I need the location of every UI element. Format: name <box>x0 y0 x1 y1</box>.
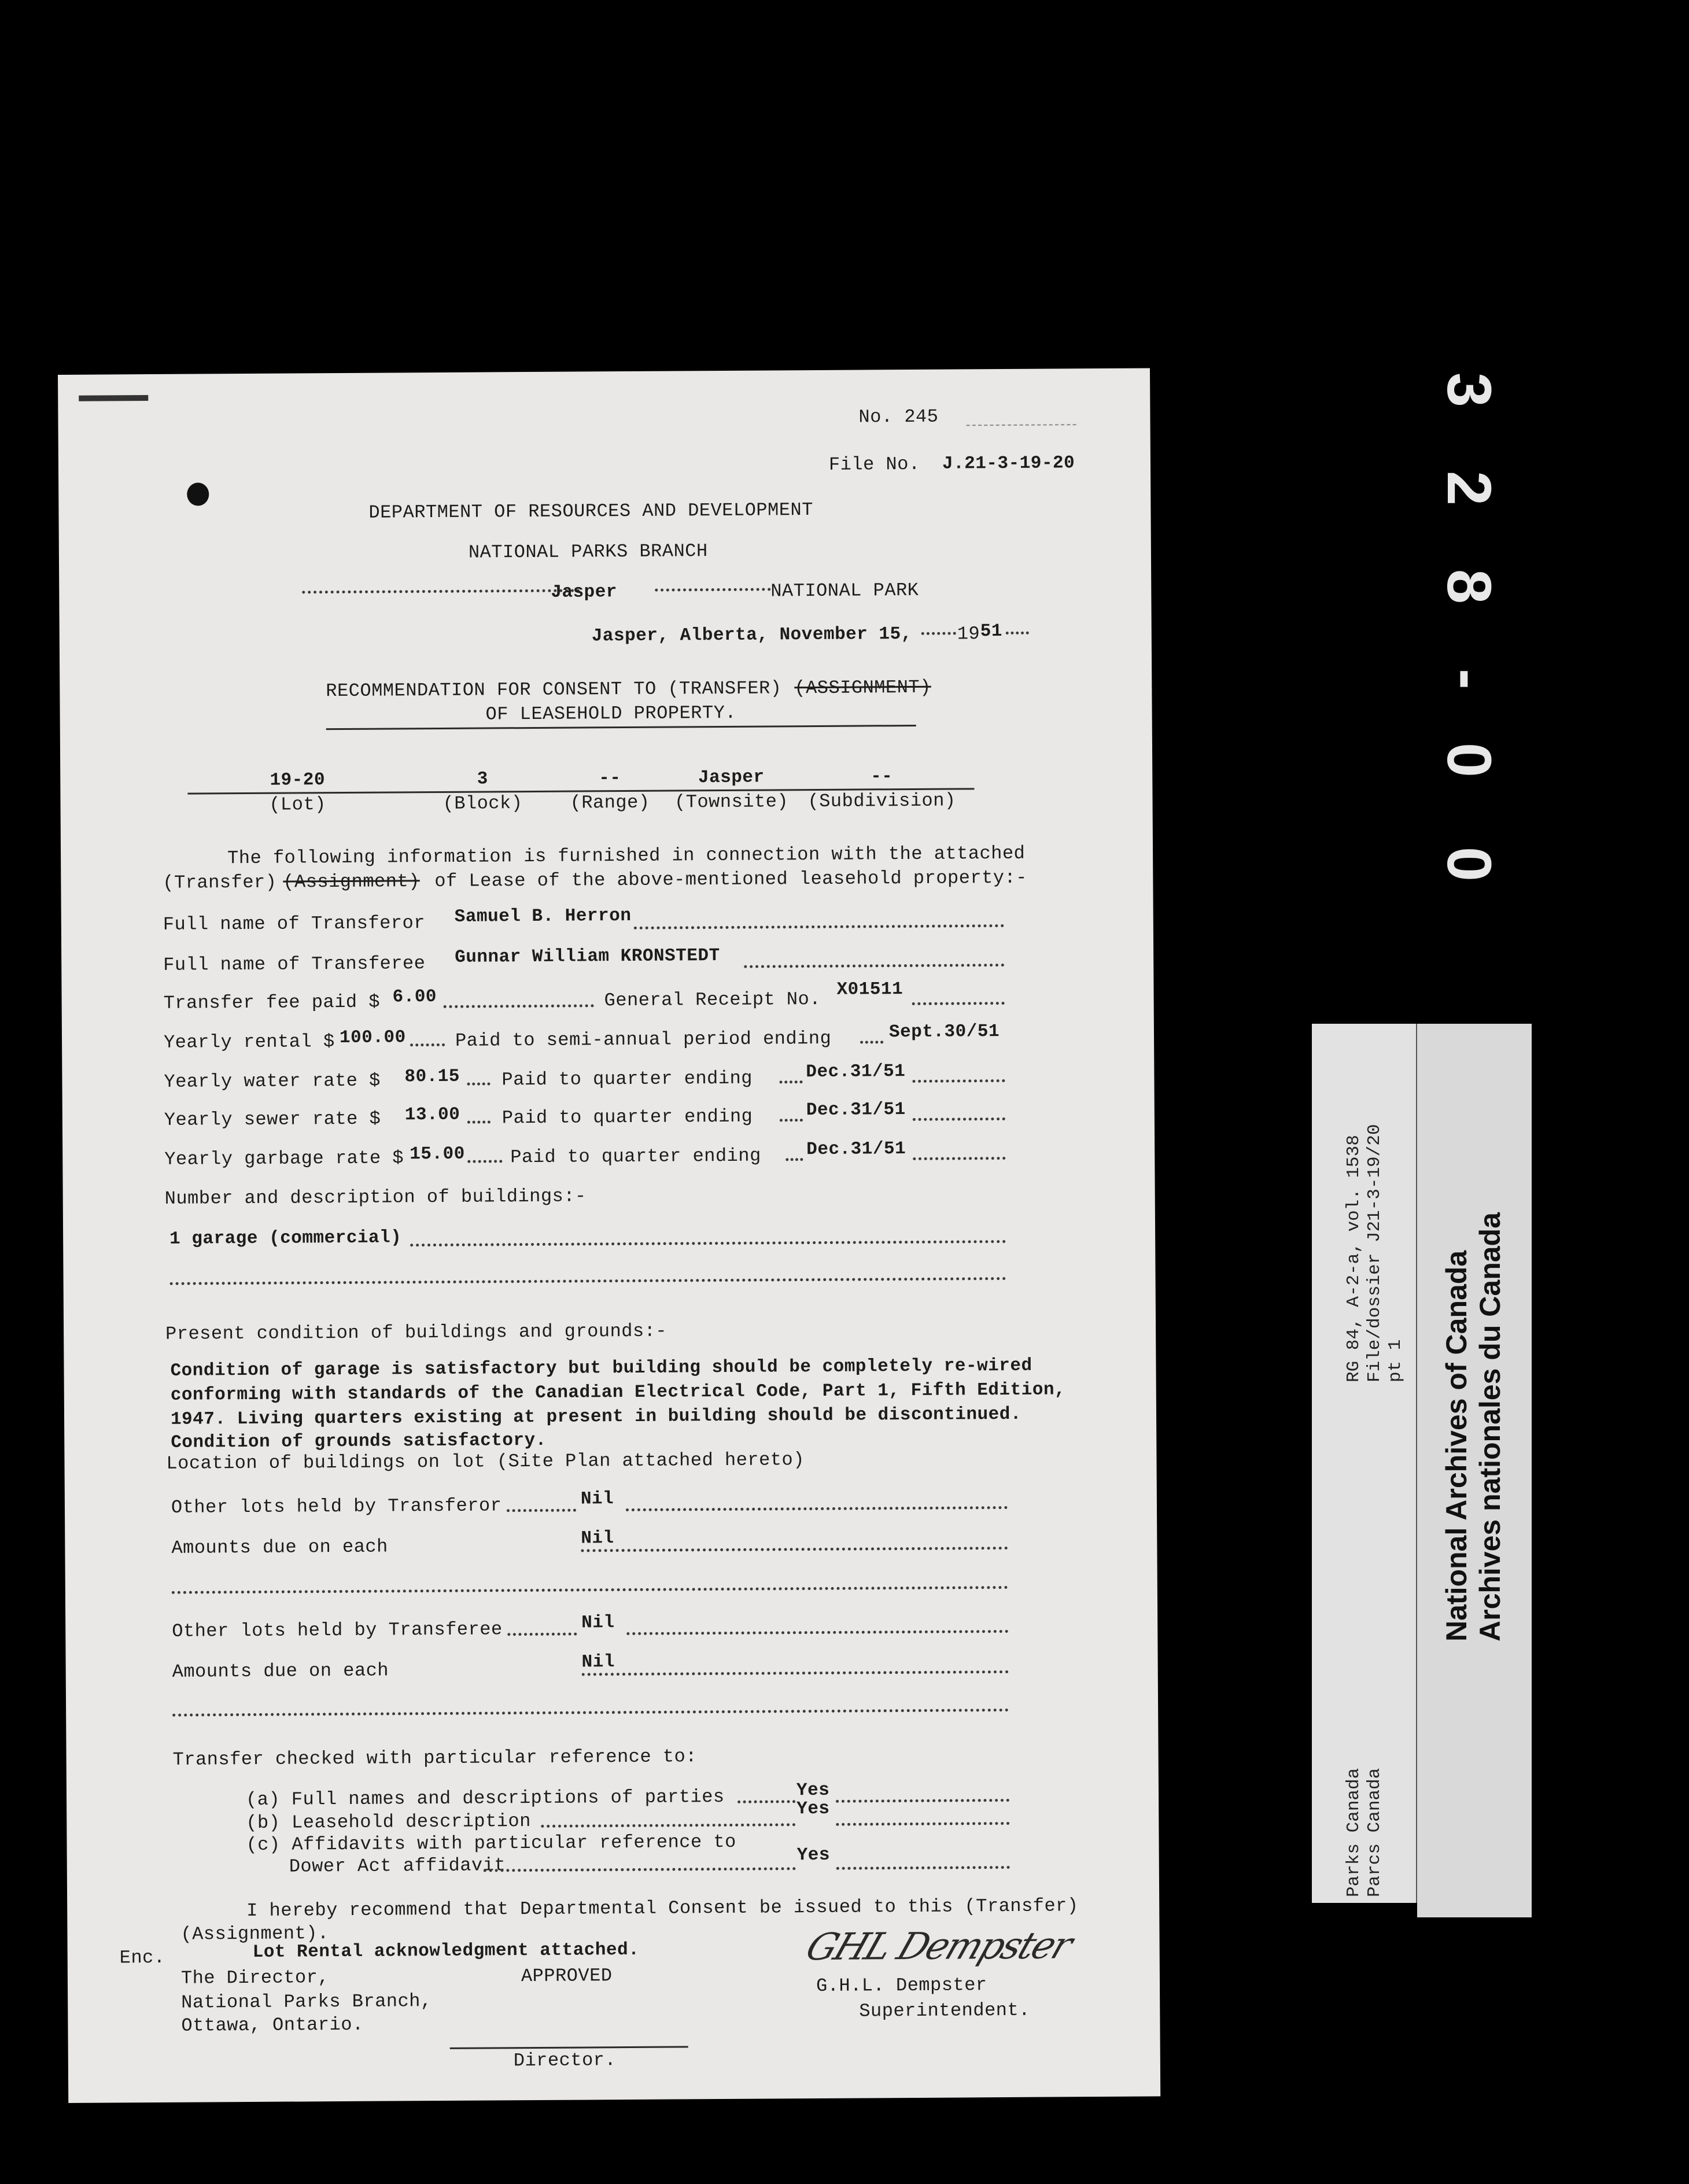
address-line-3: Ottawa, Ontario. <box>181 2013 364 2037</box>
document-number: No. 245 <box>858 405 939 428</box>
intro-line-1: The following information is furnished in connection with the attached <box>227 842 1026 869</box>
film-frame-number: 3 2 8 - 0 0 <box>1434 372 1504 882</box>
transferee-label: Full name of Transferee <box>163 953 426 976</box>
lot-label: (Lot) <box>269 794 326 816</box>
rental-period-value: Sept.30/51 <box>888 1021 1000 1043</box>
garbage-quarter-value: Dec.31/51 <box>806 1139 906 1160</box>
yearly-rental-value: 100.00 <box>339 1027 406 1049</box>
range-value: -- <box>599 768 621 789</box>
transfer-fee-value: 6.00 <box>392 987 437 1008</box>
subdivision-value: -- <box>871 766 893 787</box>
archive-reference-strip <box>1312 1024 1417 1903</box>
enclosure-label: Enc. <box>119 1946 165 1969</box>
transferee-name: Gunnar William KRONSTEDT <box>455 946 720 968</box>
national-archives-strip <box>1417 1024 1532 1917</box>
file-number-value: J.21-3-19-20 <box>942 453 1075 474</box>
townsite-value: Jasper <box>698 767 765 788</box>
handwritten-note <box>966 401 1076 426</box>
garbage-quarter-label: Paid to quarter ending <box>510 1145 761 1168</box>
check-a-label: (a) Full names and descriptions of parties <box>245 1786 725 1811</box>
receipt-label: General Receipt No. <box>604 988 821 1012</box>
signer-title: Superintendent. <box>859 1999 1030 2022</box>
archive-org-en: Parks Canada <box>1344 1768 1364 1897</box>
other-lots-transferor-label: Other lots held by Transferor <box>171 1495 502 1518</box>
check-b-value: Yes <box>796 1798 830 1820</box>
buildings-value: 1 garage (commercial) <box>169 1227 402 1249</box>
sewer-quarter-label: Paid to quarter ending <box>501 1105 753 1129</box>
location-label: Location of buildings on lot (Site Plan attached hereto) <box>166 1449 805 1474</box>
townsite-label: (Townsite) <box>674 791 789 813</box>
sewer-rate-value: 13.00 <box>404 1104 460 1126</box>
sewer-rate-label: Yearly sewer rate $ <box>164 1108 381 1131</box>
garbage-rate-label: Yearly garbage rate $ <box>164 1147 404 1170</box>
approved-label: APPROVED <box>521 1965 613 1987</box>
frame-number-data <box>0 0 10 2</box>
condition-line-4: Condition of grounds satisfactory. <box>171 1430 547 1453</box>
transferor-name: Samuel B. Herron <box>454 905 632 927</box>
year-prefix: 19 <box>957 623 980 645</box>
punch-hole <box>187 482 209 506</box>
water-rate-label: Yearly water rate $ <box>164 1069 381 1093</box>
title-line-1: RECOMMENDATION FOR CONSENT TO (TRANSFER) <box>326 677 782 702</box>
intro-line-2: of Lease of the above-mentioned leasehold property:- <box>434 866 1028 892</box>
amounts-due-transferee-value: Nil <box>581 1652 615 1673</box>
check-c-value: Yes <box>796 1844 831 1866</box>
address-line-2: National Parks Branch, <box>181 1990 432 2013</box>
sewer-quarter-value: Dec.31/51 <box>806 1100 906 1121</box>
nac-english: National Archives of Canada <box>1440 1250 1473 1641</box>
check-a-value: Yes <box>796 1780 830 1801</box>
intro-transfer: (Transfer) <box>163 871 277 894</box>
recommendation-line-2: (Assignment). <box>180 1923 329 1945</box>
amounts-due-transferee-label: Amounts due on each <box>172 1659 389 1683</box>
document-page <box>58 368 1160 2102</box>
check-c-dower: Dower Act affidavit <box>289 1854 506 1877</box>
check-b-label: (b) Leasehold description <box>246 1810 531 1834</box>
title-line-2: OF LEASEHOLD PROPERTY. <box>485 702 737 725</box>
intro-struck-assignment: (Assignment) <box>283 870 420 893</box>
yearly-rental-label: Yearly rental $ <box>163 1031 335 1053</box>
water-quarter-value: Dec.31/51 <box>806 1061 906 1083</box>
staple-mark <box>79 395 148 401</box>
check-c-label: (c) Affidavits with particular reference to <box>246 1831 736 1856</box>
title-struck-assignment: (ASSIGNMENT) <box>794 676 931 699</box>
other-lots-transferee-value: Nil <box>581 1613 615 1633</box>
condition-line-2: conforming with standards of the Canadian Electrical Code, Part 1, Fifth Edition, <box>170 1379 1066 1405</box>
receipt-value: X01511 <box>836 979 903 1000</box>
file-number-label: File No. <box>828 453 920 475</box>
rental-period-label: Paid to semi-annual period ending <box>455 1027 832 1052</box>
national-park-label: NATIONAL PARK <box>770 579 919 602</box>
condition-label: Present condition of buildings and grounds:- <box>165 1320 668 1345</box>
recommendation-line-1: I hereby recommend that Departmental Consent be issued to this (Transfer) <box>246 1895 1079 1922</box>
director-label: Director. <box>513 2049 617 2072</box>
checks-intro: Transfer checked with particular reference to: <box>172 1746 698 1770</box>
archive-reference: RG 84, A-2-a, vol. 1538 <box>1344 1135 1364 1382</box>
transfer-fee-label: Transfer fee paid $ <box>163 991 381 1014</box>
archive-org-fr: Parcs Canada <box>1365 1768 1385 1897</box>
archive-file-ref: File/dossier J21-3-19/20 <box>1365 1124 1385 1382</box>
park-name: Jasper <box>551 582 618 603</box>
garbage-rate-value: 15.00 <box>410 1143 465 1165</box>
branch-heading: NATIONAL PARKS BRANCH <box>468 540 708 563</box>
buildings-label: Number and description of buildings:- <box>164 1185 587 1209</box>
water-rate-value: 80.15 <box>404 1066 460 1087</box>
department-heading: DEPARTMENT OF RESOURCES AND DEVELOPMENT <box>368 499 813 523</box>
subdivision-label: (Subdivision) <box>807 790 956 813</box>
condition-line-3: 1947. Living quarters existing at present in building should be discontinued. <box>170 1404 1022 1430</box>
other-lots-transferor-value: Nil <box>580 1489 614 1510</box>
condition-line-1: Condition of garage is satisfactory but building should be completely re-wired <box>170 1355 1032 1381</box>
signature: GHL Dempster <box>800 1924 1077 1969</box>
block-label: (Block) <box>442 792 523 814</box>
lot-rental-note: Lot Rental acknowledgment attached. <box>252 1939 640 1962</box>
range-label: (Range) <box>570 791 650 814</box>
water-quarter-label: Paid to quarter ending <box>501 1067 753 1091</box>
archive-part: pt 1 <box>1385 1339 1406 1382</box>
amounts-due-transferor-value: Nil <box>581 1528 614 1549</box>
place-date: Jasper, Alberta, November 15, <box>591 624 912 647</box>
signer-name: G.H.L. Dempster <box>816 1974 987 1997</box>
year-value: 51 <box>980 621 1003 642</box>
transferor-label: Full name of Transferor <box>163 912 426 935</box>
nac-french: Archives nationales du Canada <box>1474 1212 1506 1641</box>
lot-value: 19-20 <box>270 770 326 791</box>
address-line-1: The Director, <box>180 1967 330 1989</box>
block-value: 3 <box>477 769 488 790</box>
amounts-due-transferor-label: Amounts due on each <box>171 1536 388 1559</box>
other-lots-transferee-label: Other lots held by Transferee <box>172 1618 503 1642</box>
